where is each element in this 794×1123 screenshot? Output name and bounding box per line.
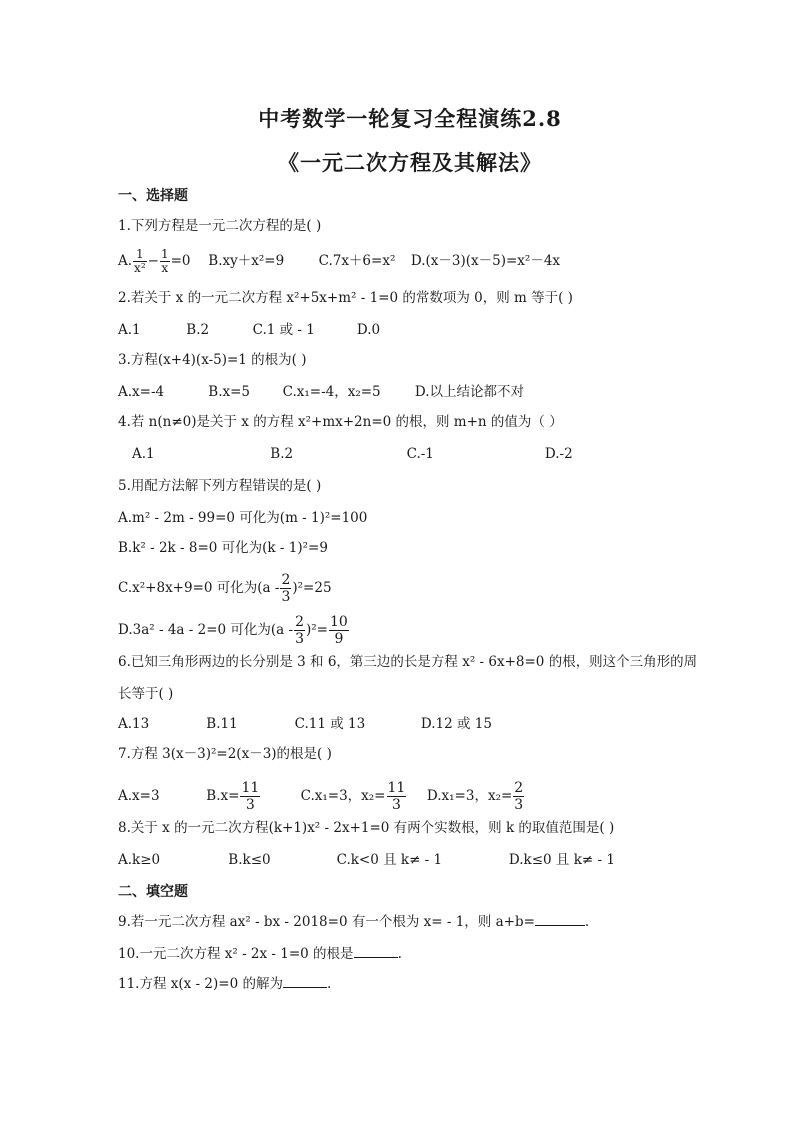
option-a: A.1 [118, 322, 141, 338]
option-b: B.x= $\frac{11}{3}$ [206, 780, 260, 813]
option-c: C.x₁=-4，x₂=5 [282, 384, 381, 400]
question-3-options [118, 382, 524, 402]
question-1-options [118, 248, 560, 275]
option-c: C.-1 [406, 446, 434, 462]
option-b: B.2 [186, 322, 210, 338]
question-5-stem: 5.用配方法解下列方程错误的是( ) [118, 478, 322, 494]
question-7-options [118, 780, 525, 813]
option-c: C.x₁=3，x₂= $\frac{11}{3}$ [300, 780, 406, 813]
question-6-stem-line-2: 长等于( ) [118, 686, 174, 702]
document-title: 中考数学一轮复习全程演练2.8 [258, 106, 562, 131]
question-8-stem: 8.关于 x 的一元二次方程(k+1)x² - 2x+1=0 有两个实数根，则 k 的取值范围是( ) [118, 820, 615, 836]
option-a: A. $\frac{1}{\text{x²}}$ − $\frac{1}{x}$ =0 [118, 247, 191, 275]
fraction: $\frac{11}{3}$ [387, 780, 406, 813]
option-d: D.-2 [544, 446, 573, 462]
option-d: D.x₁=3，x₂= $\frac{2}{3}$ [426, 780, 524, 813]
option-a: A.k≥0 [118, 852, 161, 868]
question-9: 9.若一元二次方程 ax² - bx - 2018=0 有一个根为 x= - 1，则 a+b= . [118, 914, 590, 930]
option-a: A.13 [118, 716, 150, 732]
question-4-options [132, 444, 573, 464]
question-5-option-c: C.x²+8x+9=0 可化为(a - $\frac{2}{3}$ )²=25 [118, 572, 332, 605]
question-10: 10.一元二次方程 x² - 2x - 1=0 的根是 . [118, 946, 402, 962]
fraction: $\frac{1}{\text{x²}}$ [134, 247, 146, 275]
fraction: $\frac{1}{x}$ [160, 247, 169, 275]
option-d: D.0 [356, 322, 381, 338]
option-b: B.k≤0 [228, 852, 271, 868]
option-b: B.x=5 [208, 384, 251, 400]
question-2-options [118, 320, 380, 340]
question-2-stem: 2.若关于 x 的一元二次方程 x²+5x+m² - 1=0 的常数项为 0，则 m 等于( ) [118, 290, 573, 306]
section-heading-choice: 一、选择题 [118, 188, 188, 204]
option-c: C.7x＋6=x² [318, 253, 396, 269]
option-b: B.2 [270, 446, 294, 462]
option-d: D.12 或 15 [420, 716, 492, 732]
question-7-stem: 7.方程 3(x－3)²=2(x－3)的根是( ) [118, 746, 332, 762]
option-a: A.1 [132, 446, 155, 462]
section-heading-fill: 二、填空题 [118, 884, 188, 900]
fraction: $\frac{2}{3}$ [295, 614, 304, 647]
option-b: B.xy＋x²=9 [208, 253, 285, 269]
fraction: $\frac{2}{3}$ [281, 572, 291, 605]
option-c: C.1 或 - 1 [252, 322, 315, 338]
question-11: 11.方程 x(x - 2)=0 的解为 . [118, 976, 332, 992]
option-b: B.11 [206, 716, 238, 732]
option-c: C.k<0 且 k≠ - 1 [336, 852, 443, 868]
option-d: D.(x－3)(x－5)=x²－4x [410, 253, 561, 269]
option-d: D.以上结论都不对 [414, 384, 525, 400]
answer-blank [354, 945, 398, 958]
question-8-options [118, 850, 615, 870]
question-6-options [118, 714, 492, 734]
option-a: A.x=-4 [118, 384, 165, 400]
question-1-stem: 1.下列方程是一元二次方程的是( ) [118, 218, 322, 234]
question-5-option-a: A.m² - 2m - 99=0 可化为(m - 1)²=100 [118, 510, 368, 526]
question-5-option-b: B.k² - 2k - 8=0 可化为(k - 1)²=9 [118, 540, 328, 556]
question-4-stem: 4.若 n(n≠0)是关于 x 的方程 x²+mx+2n=0 的根，则 m+n 的值为（ ） [118, 414, 563, 430]
option-c: C.11 或 13 [294, 716, 366, 732]
document-subtitle: 《一元二次方程及其解法》 [278, 150, 542, 175]
answer-blank [283, 975, 327, 988]
option-d: D.k≤0 且 k≠ - 1 [508, 852, 615, 868]
fraction: $\frac{2}{3}$ [514, 780, 524, 813]
fraction: $\frac{10}{9}$ [329, 614, 348, 647]
question-5-option-d: D.3a² - 4a - 2=0 可化为(a - $\frac{2}{3}$ )²= $\frac{10}{9}$ [118, 614, 348, 647]
answer-blank [535, 913, 585, 926]
question-3-stem: 3.方程(x+4)(x-5)=1 的根为( ) [118, 352, 307, 368]
option-a: A.x=3 [118, 788, 160, 804]
question-6-stem-line-1: 6.已知三角形两边的长分别是 3 和 6，第三边的长是方程 x² - 6x+8=0 的根，则这个三角形的周 [118, 654, 698, 670]
fraction: $\frac{11}{3}$ [241, 780, 260, 813]
